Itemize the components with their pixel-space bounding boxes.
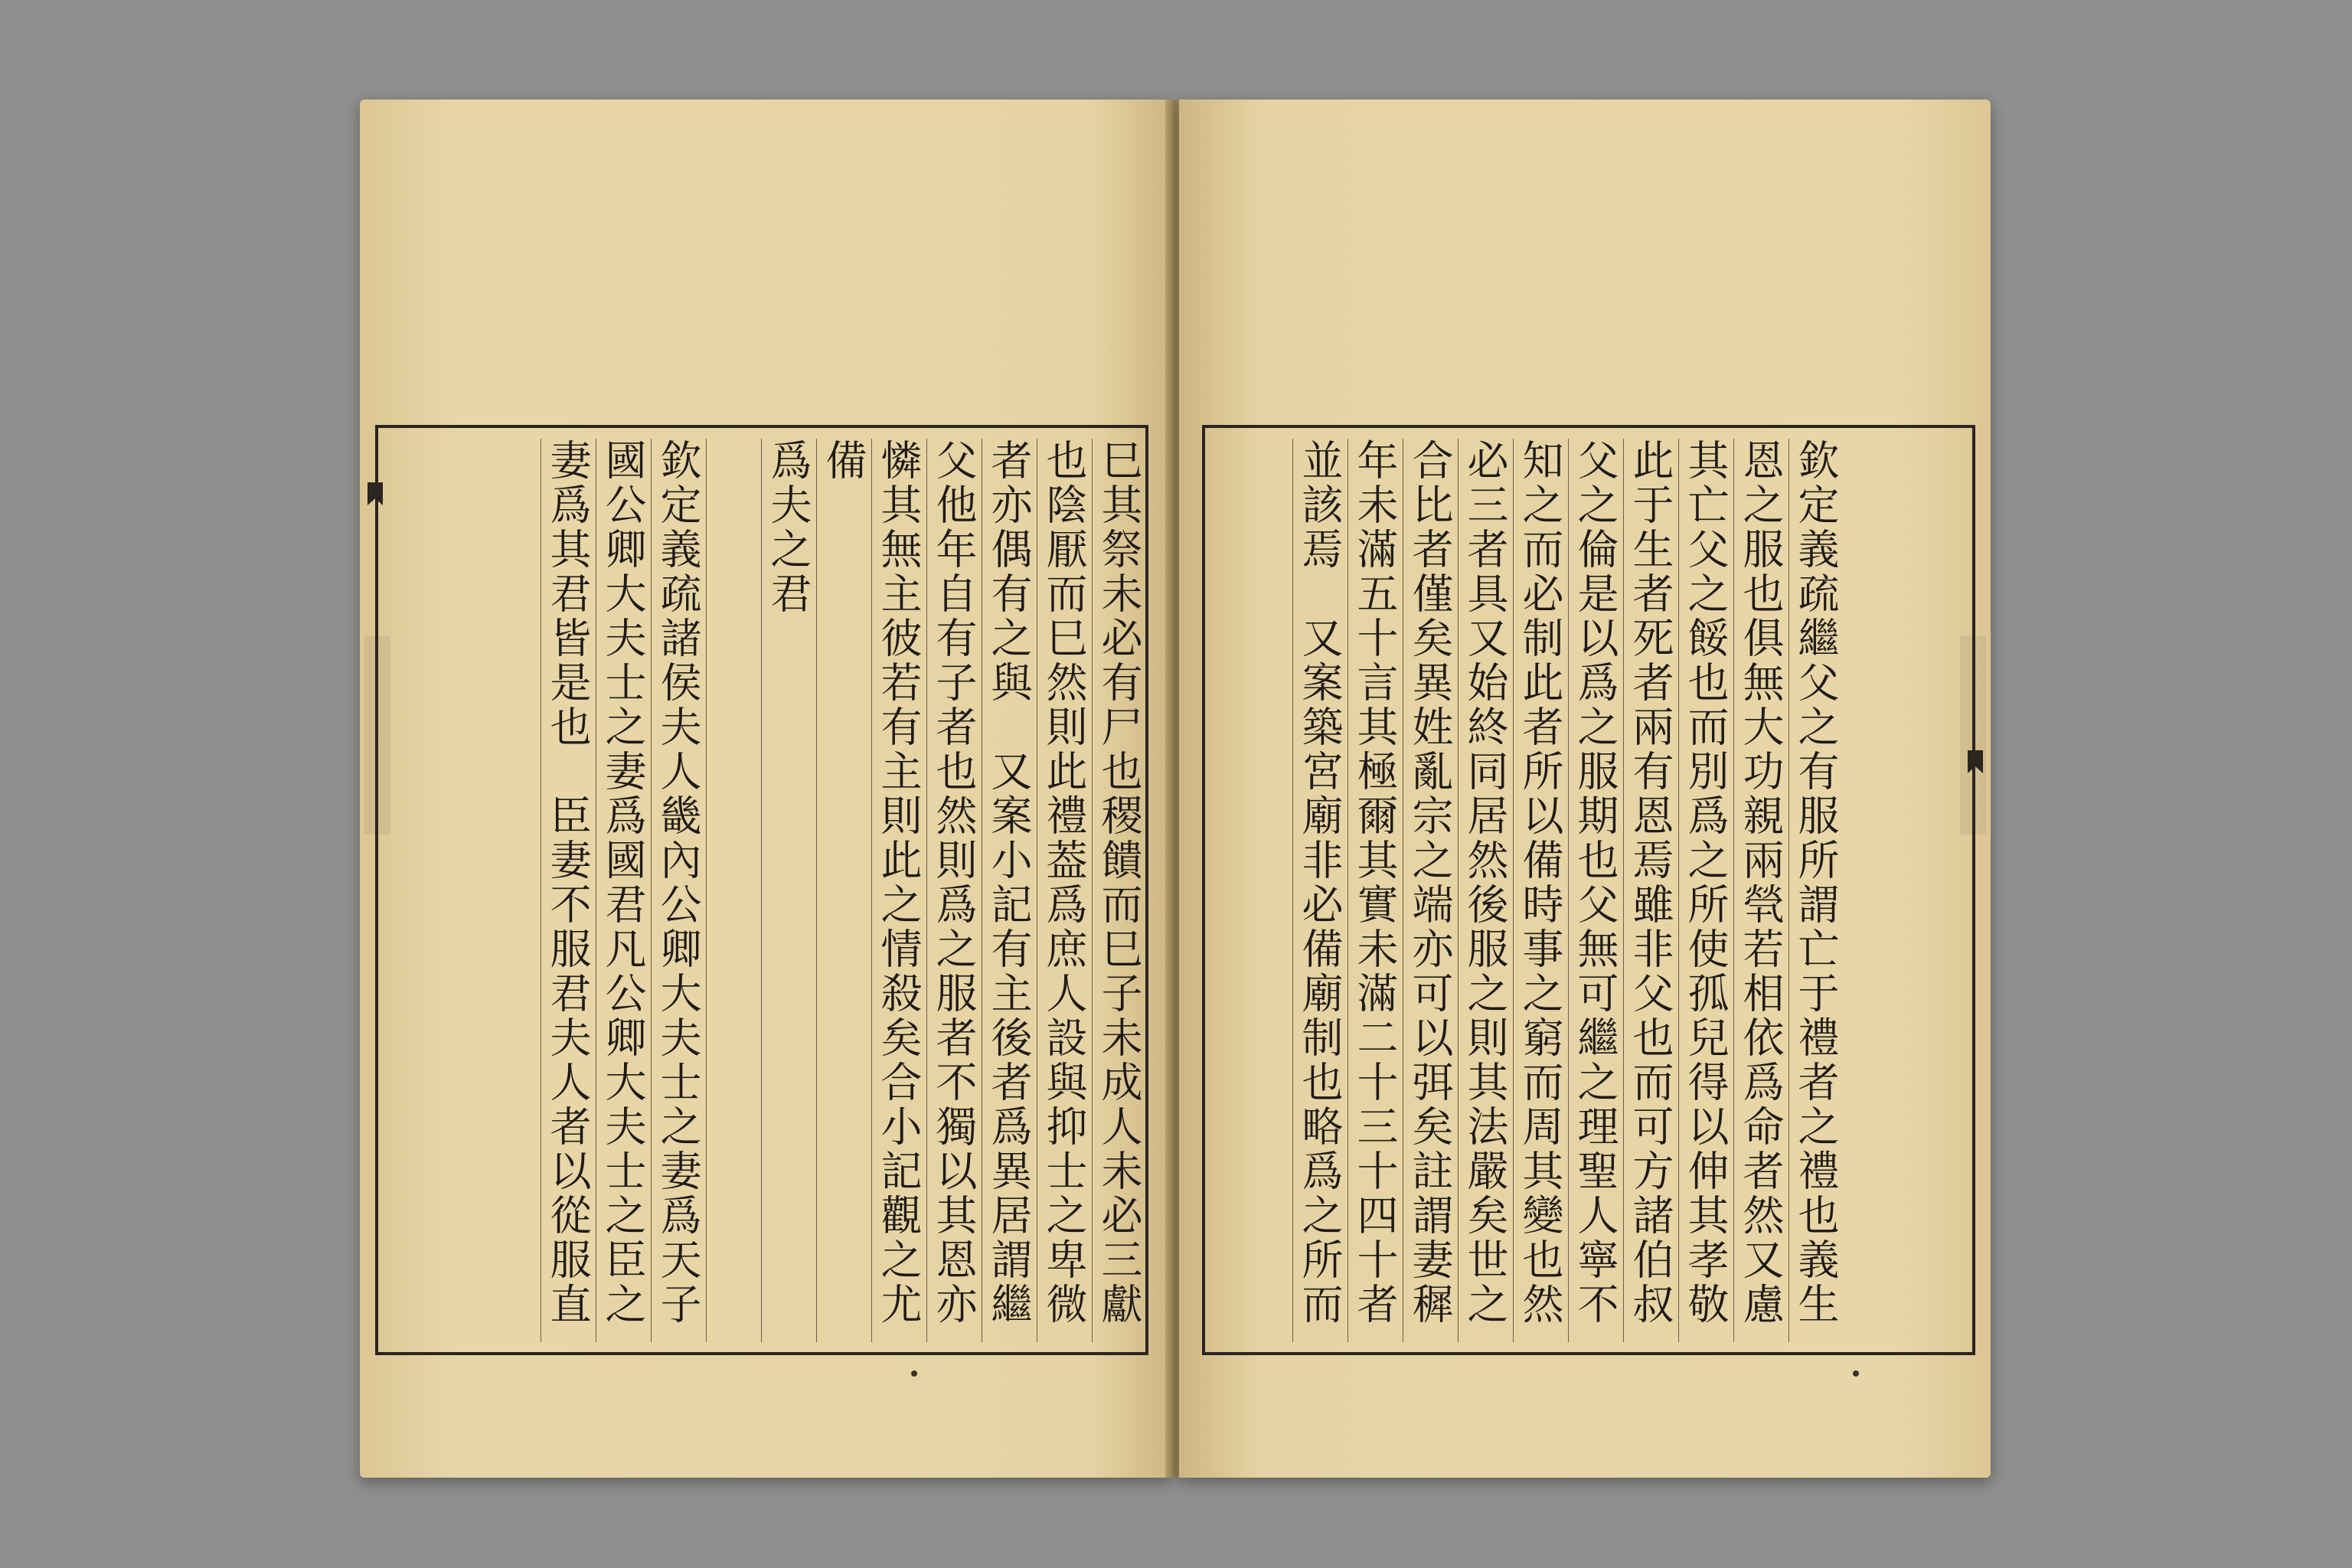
left-page [360, 100, 1171, 1478]
text-column: 恩之服也俱無大功親兩煢若相依爲命者然又慮 [1733, 439, 1787, 1342]
ink-spot [1853, 1370, 1859, 1377]
text-column: 年未滿五十言其極爾其實未滿二十三十四十者 [1348, 439, 1401, 1342]
text-column: 必三者具又始終同居然後服之則其法嚴矣世之 [1458, 439, 1511, 1342]
text-column: 此于生者死者兩有恩焉雖非父也而可方諸伯叔 [1623, 439, 1677, 1342]
text-column: 欽定義疏諸侯夫人畿內公卿大夫士之妻爲天子 [651, 439, 704, 1342]
text-column: 也陰厭而巳然則此禮葢爲庶人設與抑士之卑微 [1037, 439, 1090, 1342]
text-column: 欽定義疏繼父之有服所謂亡于禮者之禮也義生 [1788, 439, 1842, 1342]
left-page-text-frame [375, 425, 1148, 1355]
text-column: 其亡父之餒也而別爲之所使孤兒得以伸其孝敬 [1678, 439, 1732, 1342]
text-column: 妻爲其君皆是也 臣妻不服君夫人者以從服直 [541, 439, 594, 1342]
text-column: 備 [816, 439, 870, 1342]
text-column: 憐其無主彼若有主則此之情殺矣合小記觀之尤 [871, 439, 925, 1342]
text-column: 國公卿大夫士之妻爲國君凡公卿大夫士之臣之 [596, 439, 649, 1342]
text-column: 合比者僅矣異姓亂宗之端亦可以弭矣註謂妻穉 [1403, 439, 1456, 1342]
ink-spot [911, 1370, 917, 1377]
text-column: 爲夫之君 [761, 439, 815, 1342]
right-page-text-frame [1202, 425, 1975, 1355]
text-column [706, 439, 760, 1342]
text-column: 者亦偶有之與 又案小記有主後者爲異居謂繼 [982, 439, 1035, 1342]
right-page [1179, 100, 1991, 1478]
open-book [360, 100, 1998, 1478]
text-column: 巳其祭未必有尸也稷饋而巳子未成人未必三獻 [1092, 439, 1145, 1342]
text-column: 父他年自有子者也然則爲之服者不獨以其恩亦 [926, 439, 980, 1342]
text-column: 並該焉 又案築宮廟非必備廟制也略爲之所而 [1292, 439, 1346, 1342]
text-column: 父之倫是以爲之服期也父無可繼之理聖人寧不 [1568, 439, 1622, 1342]
text-column: 知之而必制此者所以備時事之窮而周其變也然 [1513, 439, 1566, 1342]
